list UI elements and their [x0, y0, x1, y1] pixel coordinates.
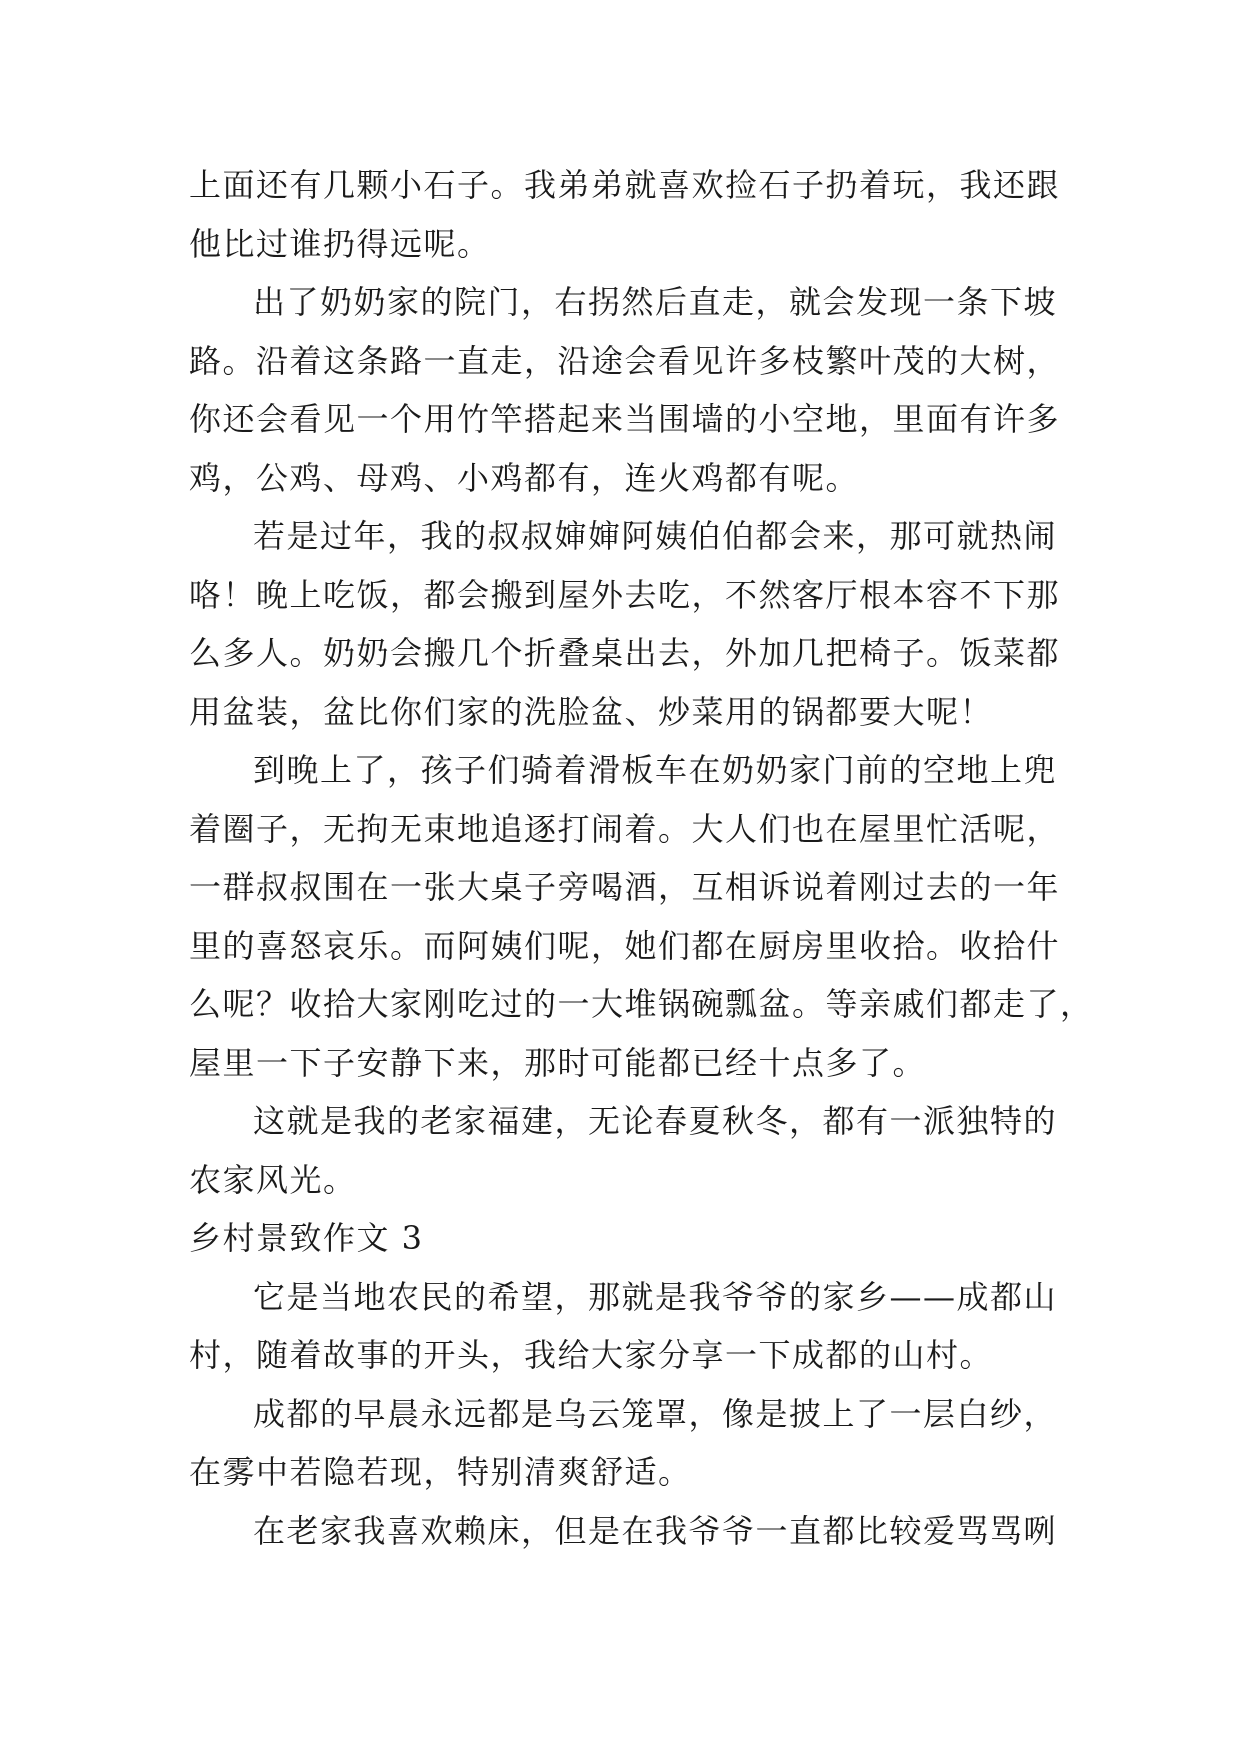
text-line: 屋里一下子安静下来，那时可能都已经十点多了。	[189, 1043, 927, 1082]
text-line: 上面还有几颗小石子。我弟弟就喜欢捡石子扔着玩，我还跟	[189, 166, 1061, 204]
document-body	[189, 156, 1094, 1560]
text-line: 农家风光。	[189, 1160, 357, 1199]
text-line: 成都的早晨永远都是乌云笼罩，像是披上了一层白纱，	[253, 1394, 1058, 1433]
text-line: 到晚上了，孩子们骑着滑板车在奶奶家门前的空地上兜	[253, 751, 1058, 789]
text-line: 它是当地农民的希望，那就是我爷爷的家乡——成都山	[253, 1277, 1058, 1316]
section-heading: 乡村景致作文 3	[189, 1219, 424, 1257]
text-line: 咯！晚上吃饭，都会搬到屋外去吃，不然客厅根本容不下那	[189, 575, 1061, 614]
text-line: 里的喜怒哀乐。而阿姨们呢，她们都在厨房里收拾。收拾什	[189, 926, 1061, 965]
text-line: 在老家我喜欢赖床，但是在我爷爷一直都比较爱骂骂咧	[253, 1511, 1058, 1550]
text-line: 在雾中若隐若现，特别清爽舒适。	[189, 1453, 692, 1491]
text-line: 出了奶奶家的院门，右拐然后直走，就会发现一条下坡	[253, 283, 1058, 321]
text-line: 若是过年，我的叔叔婶婶阿姨伯伯都会来，那可就热闹	[253, 517, 1058, 555]
text-line: 这就是我的老家福建，无论春夏秋冬，都有一派独特的	[253, 1102, 1058, 1140]
text-line: 你还会看见一个用竹竿搭起来当围墙的小空地，里面有许多	[189, 400, 1061, 438]
text-line: 村，随着故事的开头，我给大家分享一下成都的山村。	[189, 1336, 994, 1374]
text-line: 么多人。奶奶会搬几个折叠桌出去，外加几把椅子。饭菜都	[189, 634, 1061, 672]
text-line: 路。沿着这条路一直走，沿途会看见许多枝繁叶茂的大树，	[189, 341, 1061, 380]
text-line: 着圈子，无拘无束地追逐打闹着。大人们也在屋里忙活呢，	[189, 809, 1061, 848]
text-line: 么呢？收拾大家刚吃过的一大堆锅碗瓢盆。等亲戚们都走了，	[189, 985, 1094, 1023]
text-line: 他比过谁扔得远呢。	[189, 224, 491, 263]
text-line: 鸡，公鸡、母鸡、小鸡都有，连火鸡都有呢。	[189, 458, 860, 497]
text-line: 一群叔叔围在一张大桌子旁喝酒，互相诉说着刚过去的一年	[189, 868, 1061, 906]
text-line: 用盆装，盆比你们家的洗脸盆、炒菜用的锅都要大呢！	[189, 692, 994, 731]
